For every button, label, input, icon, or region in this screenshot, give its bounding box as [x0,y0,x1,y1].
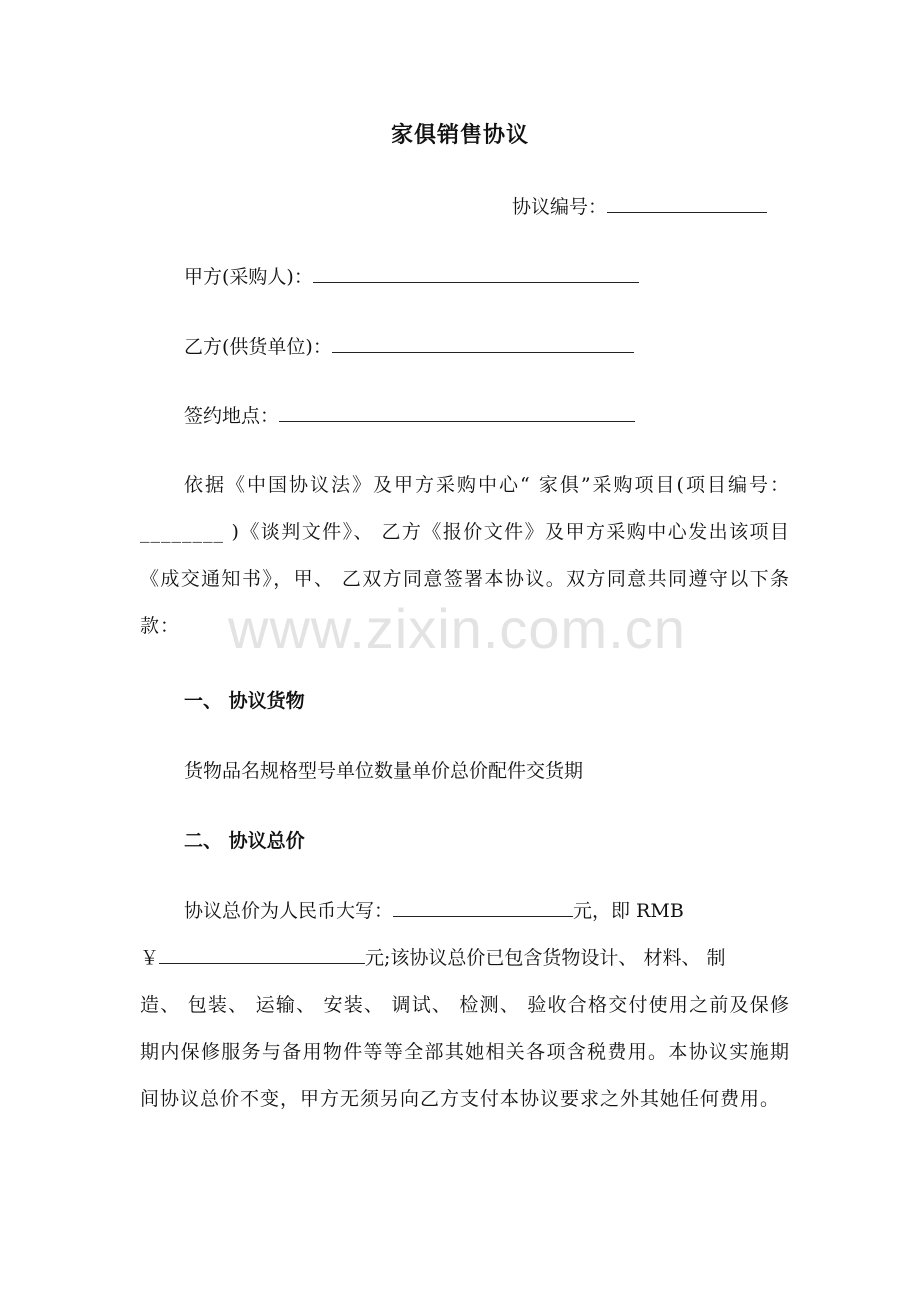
party-a-line [184,264,639,290]
price-line-1 [184,898,684,924]
price-words-field[interactable] [393,898,573,917]
price-paragraph-rest: 造、 包装、 运输、 安装、 调试、 检测、 验收合格交付使用之前及保修期内保修服务与备用物件等等全部其她相关各项含税费用。本协议实施期间协议总价不变，甲方无须另向乙方支付本协议要求之外其她任何费用。 [140,994,790,1110]
price-rmb-label: 元，即 RMB [573,900,684,922]
price-description-start: 元;该协议总价已包含货物设计、 材料、 制 [365,947,726,969]
price-number-field[interactable] [159,945,365,964]
document-title: 家俱销售协议 [390,122,529,148]
section-1-text: 货物品名规格型号单位数量单价总价配件交货期 [184,760,584,782]
intro-paragraph: 依据《中国协议法》及甲方采购中心“ 家俱”采购项目(项目编号： ________ )《谈判文件》、 乙方《报价文件》及甲方采购中心发出该项目《成交通知书》，甲、 乙双方同意签署本协议。双方同意共同遵守以下条款： [140,474,790,637]
party-b-field[interactable] [332,334,634,353]
section-2-heading: 二、 协议总价 [184,830,305,852]
party-a-field[interactable] [313,264,639,283]
section-1-heading: 一、 协议货物 [184,690,305,712]
agreement-number-field[interactable] [607,194,767,213]
sign-place-field[interactable] [279,403,635,422]
agreement-number-line [512,194,767,220]
party-b-line [184,334,634,360]
sign-place-label: 签约地点： [184,405,280,427]
sign-place-line [184,403,635,429]
watermark: www.zixin.com.cn [228,597,686,660]
party-a-label: 甲方(采购人)： [184,266,313,288]
price-line-2 [140,945,726,971]
price-yen-symbol: ￥ [140,947,160,969]
party-b-label: 乙方(供货单位)： [184,336,332,358]
price-words-label: 协议总价为人民币大写： [184,900,394,922]
agreement-number-label: 协议编号： [512,196,608,218]
